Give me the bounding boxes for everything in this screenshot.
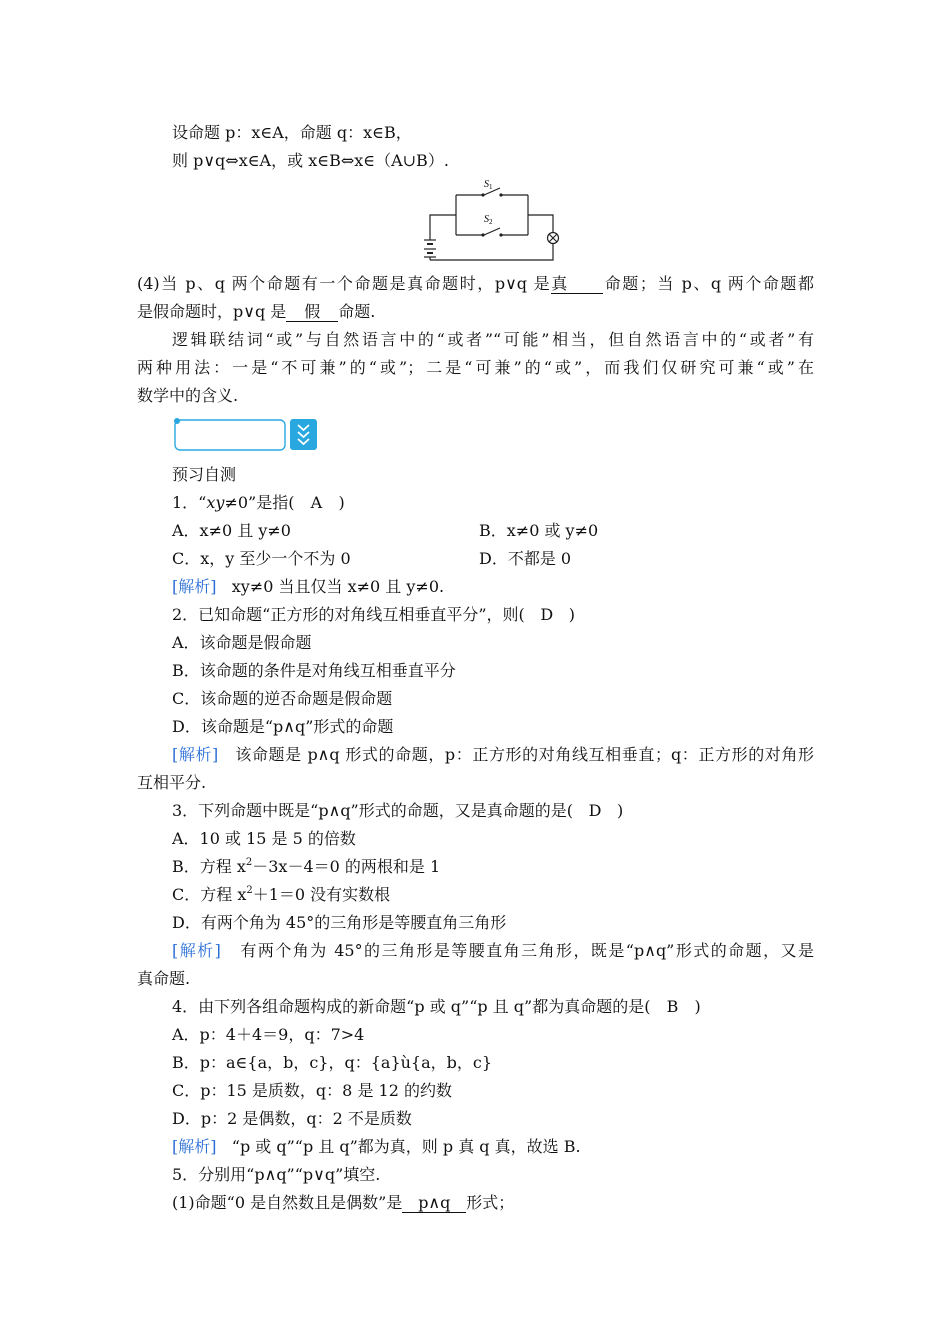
- note-line-3: 数学中的含义.: [137, 386, 239, 405]
- q3-answer: D: [588, 801, 602, 820]
- q3-option-a: A．10 或 15 是 5 的倍数: [172, 829, 356, 848]
- q5-sub1: (1)命题“0 是自然数且是偶数”是 p∧q 形式；: [172, 1193, 515, 1212]
- q2-option-d: D．该命题是“p∧q”形式的命题: [172, 717, 394, 736]
- q1-option-c: C．x，y 至少一个不为 0: [172, 549, 351, 568]
- q3-analysis-line-2: 真命题.: [137, 969, 191, 988]
- q2-stem: 2．已知命题“正方形的对角线互相垂直平分”，则( D ): [172, 605, 576, 624]
- q1-option-a: A．x≠0 且 y≠0: [172, 521, 291, 540]
- switch-s2-label: $S_2$: [484, 214, 493, 226]
- q2-answer: D: [540, 605, 554, 624]
- battery-icon: [424, 240, 436, 257]
- q1-option-b: B．x≠0 或 y≠0: [479, 521, 599, 540]
- q3-stem: 3．下列命题中既是“p∧q”形式的命题，又是真命题的是( D ): [172, 801, 624, 820]
- q4-option-d: D．p：2 是偶数，q：2 不是质数: [172, 1109, 412, 1128]
- q5-stem: 5．分别用“p∧q”“p∨q”填空.: [172, 1165, 381, 1184]
- q4-option-b: B．p：a∈{a，b，c}，q：{a}ù{a，b，c}: [172, 1053, 493, 1072]
- q2-analysis-line-2: 互相平分.: [137, 773, 207, 792]
- parallel-switch-circuit: [412, 178, 568, 264]
- switch-s1-label: $S_1$: [484, 179, 493, 191]
- blank-false: 假: [286, 303, 338, 322]
- q4-option-a: A．p：4＋4＝9，q：7>4: [172, 1025, 365, 1044]
- section-title: 预习自测: [172, 465, 237, 484]
- q5-sub1-blank: p∧q: [402, 1194, 466, 1213]
- blank-true: 真: [551, 275, 603, 294]
- note-line-2: 两种用法：一是“不可兼”的“或”；二是“可兼”的“或”，而我们仅研究可兼“或”在: [137, 358, 814, 377]
- intro-line-1: 设命题 p：x∈A，命题 q：x∈B，: [172, 123, 412, 142]
- q4-option-c: C．p：15 是质数，q：8 是 12 的约数: [172, 1081, 452, 1100]
- q1-answer: A: [310, 493, 323, 512]
- q2-option-c: C．该命题的逆否命题是假命题: [172, 689, 393, 708]
- analysis-label: [解析]: [172, 577, 217, 596]
- q1-analysis: [解析] xy≠0 当且仅当 x≠0 且 y≠0.: [172, 577, 445, 596]
- q1-stem: 1．“xy≠0”是指( A ): [172, 493, 345, 512]
- section-badge: [171, 416, 321, 452]
- note-line-1: 逻辑联结词“或”与自然语言中的“或者”“可能”相当，但自然语言中的“或者”有: [172, 330, 814, 349]
- q4-answer: B: [666, 997, 679, 1016]
- q3-option-b: B．方程 $x^2-3x-4=0$ 的两根和是 1: [172, 857, 441, 876]
- q2-option-b: B．该命题的条件是对角线互相垂直平分: [172, 661, 456, 680]
- q1-option-d: D．不都是 0: [479, 549, 572, 568]
- chevron-down-icon: [290, 419, 317, 450]
- q3-option-d: D．有两个角为 45°的三角形是等腰直角三角形: [172, 913, 507, 932]
- q3-option-c: C．方程 $x^2+1=0$ 没有实数根: [172, 885, 391, 904]
- point4-line-1: (4)当 p、q 两个命题有一个命题是真命题时，p∨q 是真 命题；当 p、q 两个命题都: [137, 274, 814, 293]
- point4-line-2: 是假命题时，p∨q 是 假 命题.: [137, 302, 376, 321]
- q2-option-a: A．该命题是假命题: [172, 633, 312, 652]
- q4-stem: 4．由下列各组命题构成的新命题“p 或 q”“p 且 q”都为真命题的是( B ): [172, 997, 701, 1016]
- intro-line-2: 则 p∨q⇔x∈A，或 x∈B⇔x∈（A∪B）.: [172, 151, 449, 170]
- q3-analysis-line-1: [解析] 有两个角为 45°的三角形是等腰直角三角形，既是“p∧q”形式的命题，又是: [172, 941, 814, 960]
- q4-analysis: [解析] “p 或 q”“p 且 q”都为真，则 p 真 q 真，故选 B.: [172, 1137, 581, 1156]
- lamp-icon: [548, 233, 559, 244]
- q2-analysis-line-1: [解析] 该命题是 p∧q 形式的命题，p：正方形的对角线互相垂直；q：正方形的对角形: [172, 745, 814, 764]
